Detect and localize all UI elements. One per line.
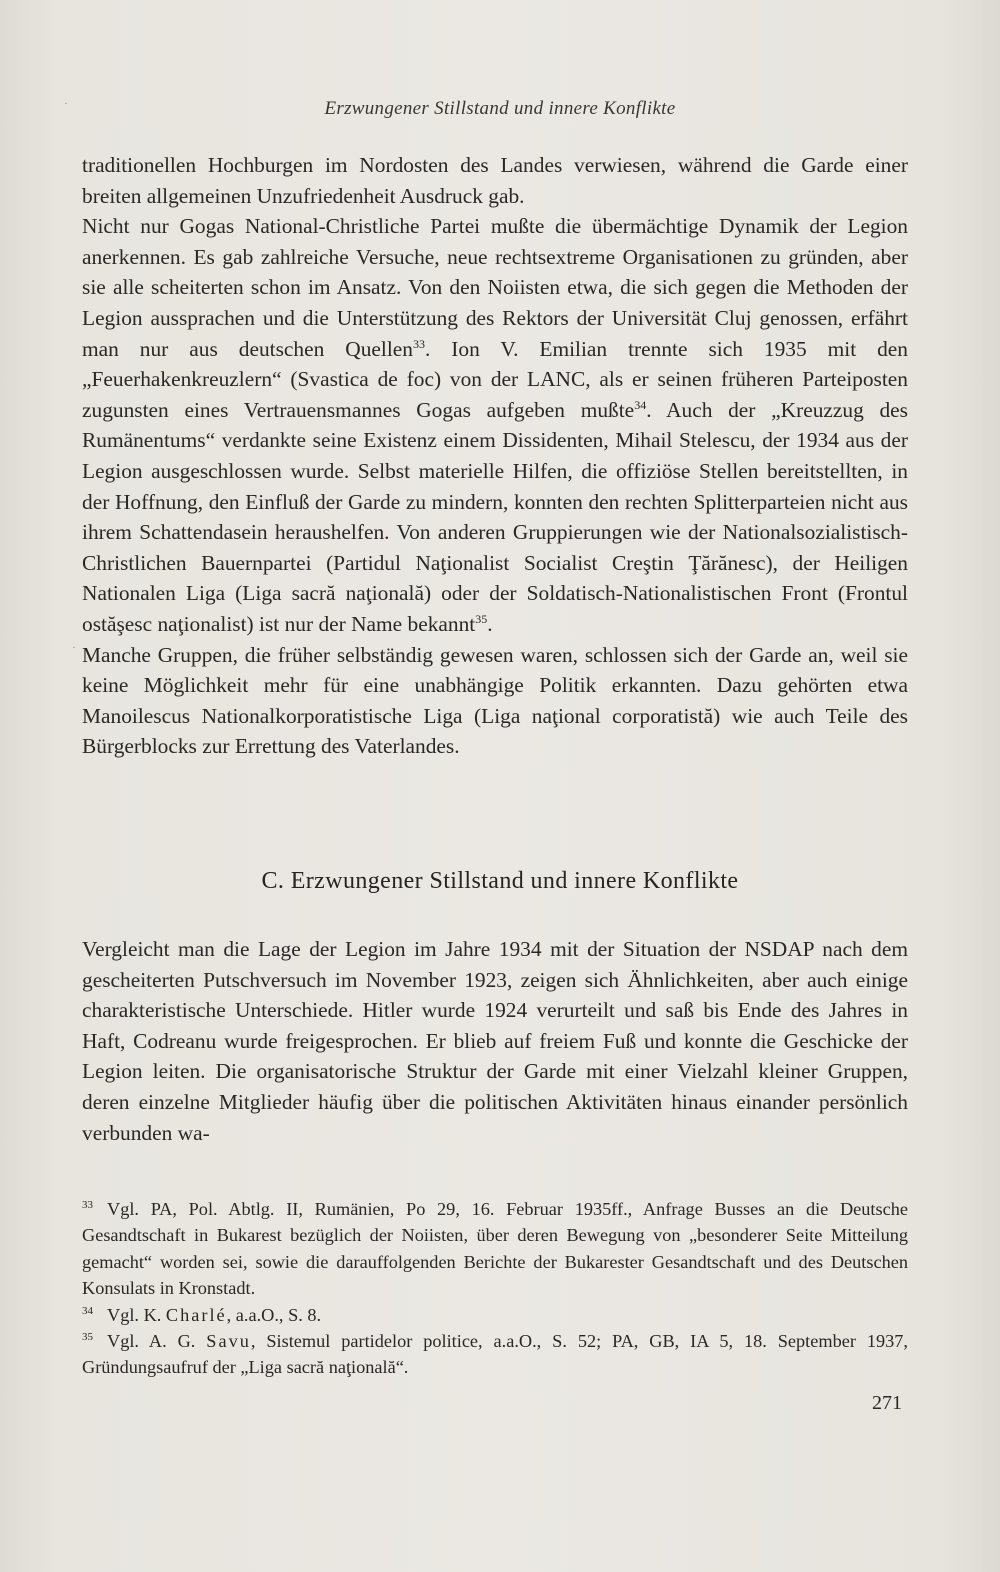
section-heading: C. Erzwungener Stillstand und innere Konflikte <box>261 868 739 894</box>
body-paragraph: Manche Gruppen, die früher selbständig gewesen waren, schlossen sich der Garde an, weil sie keine Möglichkeit mehr für eine unabhängige Politik erkannten. Dazu gehörten etwa Manoilescus Nationalkorporatistische Liga (Liga naţional corporatistă) wie auch Teile des Bürgerblocks zur Errettung des Vaterlandes. <box>82 642 908 759</box>
footnote <box>82 1302 908 1328</box>
running-header: Erzwungener Stillstand und innere Konflikte <box>324 98 676 119</box>
footnote-text: Vgl. PA, Pol. Abtlg. II, Rumänien, Po 29, 16. Februar 1935ff., Anfrage Busses an die Deutsche Gesandtschaft in Bukarest bezüglich der Noiisten, über deren Bewegung von „besonderer Seite Mitteilung gemacht“ worden sei, sowie die darauffolgenden Berichte der Bukarester Gesandtschaft und des Deutschen Konsulats in Kronstadt. <box>82 1199 908 1299</box>
footnote <box>82 1196 908 1302</box>
footnote-text: Vgl. K. <box>107 1304 166 1325</box>
body-paragraph: Vergleicht man die Lage der Legion im Jahre 1934 mit der Situation der NSDAP nach dem gescheiterten Putschversuch im November 1923, zeigen sich Ähnlichkeiten, aber auch einige charakteristische Unterschiede. Hitler wurde 1924 verurteilt und saß bis Ende des Jahres in Haft, Codreanu wurde freigesprochen. Er blieb auf freiem Fuß und konnte die Geschicke der Legion leiten. Die organisatorische Struktur der Garde mit einer Vielzahl kleiner Gruppen, deren einzelne Mitglieder häufig über die politischen Aktivitäten hinaus einander persönlich verbunden wa- <box>82 937 908 1145</box>
footnote-number: 33 <box>82 1198 93 1211</box>
footnote-text: Vgl. A. G. <box>107 1331 207 1352</box>
footnote-reference: 33 <box>412 336 425 351</box>
page-number: 271 <box>872 1392 902 1414</box>
section-text <box>82 934 908 1148</box>
body-text <box>82 150 908 762</box>
margin-speck: · <box>72 640 76 654</box>
footnote-author: Charlé <box>165 1304 227 1325</box>
margin-speck: · <box>64 96 68 110</box>
body-text-span: Nicht nur Gogas National-Christliche Partei mußte die übermächtige Dynamik der Legion anerkennen. Es gab zahlreiche Versuche, neue rechtsextreme Organisationen zu gründen, aber sie alle scheiterten schon im Ansatz. Von den Noiisten etwa, die sich gegen die Methoden der Legion aussprachen und die Unterstützung des Rektors der Universität Cluj genossen, erfährt man nur aus deutschen Quellen <box>82 214 908 361</box>
body-text-span: . Ion V. Emilian trennte sich 1935 mit den „Feuerhakenkreuzlern“ (Svastica de foc) von der LANC, als er seinen früheren Parteiposten zugunsten eines Vertrauensmannes Gogas aufgeben mußte <box>82 336 908 422</box>
footnote-reference: 34 <box>634 397 647 412</box>
footnotes <box>82 1196 908 1381</box>
body-paragraph: traditionellen Hochburgen im Nordosten des Landes verwiesen, während die Garde einer breiten allgemeinen Unzufriedenheit Ausdruck gab. <box>82 153 908 208</box>
footnote <box>82 1328 908 1381</box>
footnote-reference: 35 <box>475 611 488 626</box>
footnote-author: Savu <box>206 1331 251 1352</box>
footnote-text: , Sistemul partidelor politice, a.a.O., S. 52; PA, GB, IA 5, 18. September 1937, Gründungsaufruf der „Liga sacră naţională“. <box>82 1331 908 1378</box>
footnote-number: 35 <box>82 1330 93 1343</box>
body-text-span: . Auch der „Kreuzzug des Rumänentums“ verdankte seine Existenz einem Dissidenten, Mihail Stelescu, der 1934 aus der Legion ausgeschlossen wurde. Selbst materielle Hilfen, die offiziöse Stellen bereitstellten, in der Hoffnung, den Einfluß der Garde zu mindern, konnten den rechten Splitterparteien nicht aus ihrem Schattendasein heraushelfen. Von anderen Gruppierungen wie der Nationalsozialistisch-Christlichen Bauernpartei (Partidul Naţionalist Socialist Creştin Ţărănesc), der Heiligen Nationalen Liga (Liga sacră naţională) oder der Soldatisch-Nationalistischen Front (Frontul ostăşesc naţionalist) ist nur der Name bekannt <box>82 397 908 636</box>
footnote-text: , a.a.O., S. 8. <box>226 1304 322 1325</box>
body-text-span: . <box>487 611 493 636</box>
body-paragraph <box>82 211 908 639</box>
footnote-number: 34 <box>82 1304 93 1317</box>
